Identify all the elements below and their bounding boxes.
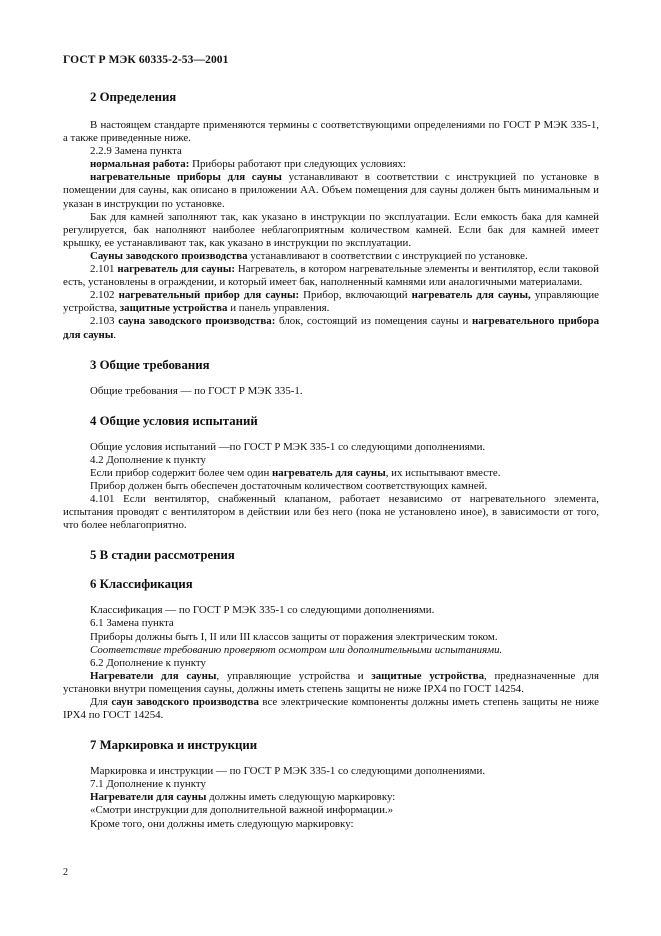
clause-label: 6.2 Дополнение к пункту — [90, 656, 206, 669]
paragraph — [63, 791, 599, 804]
clause-label: 4.2 Дополнение к пункту — [90, 453, 206, 466]
text: устанавливают в соответствии с инструкцией по установке. — [247, 249, 528, 262]
paragraph: Классификация — по ГОСТ Р МЭК 335-1 со следующими дополнениями. — [90, 604, 435, 617]
text: . — [113, 328, 117, 341]
page-number: 2 — [63, 867, 68, 878]
text: Прибор, включающий — [299, 289, 412, 302]
term: нагревательного прибора для сауны — [63, 315, 600, 341]
section-5 — [63, 548, 599, 563]
paragraph: Общие условия испытаний —по ГОСТ Р МЭК 335-1 со следующими дополнениями. — [90, 440, 486, 453]
paragraph: Общие требования — по ГОСТ Р МЭК 335-1. — [90, 384, 303, 397]
text: Нагреватель, в котором нагревательные элементы и вентилятор, если таковой есть, установлены в ограждении, и который имеет бак, наполненный камнями или аналогичными материалами. — [63, 263, 599, 289]
term: Нагреватели для сауны — [90, 791, 207, 804]
section-3-title: 3 Общие требования — [90, 357, 210, 372]
text: устанавливают в соответствии с инструкцией по установке в помещении для сауны, как описано в приложении АА. Объем помещения для сауны должен быть минимальным и указан в инструкции по установке. — [63, 171, 599, 210]
term: нормальная работа: — [90, 158, 190, 171]
paragraph: Прибор должен быть обеспечен достаточным количеством соответствующих камней. — [90, 479, 488, 492]
text: и панель управления. — [227, 302, 330, 315]
section-5-title: 5 В стадии рассмотрения — [90, 548, 235, 563]
text: Приборы работают при следующих условиях: — [189, 158, 406, 171]
document-body — [63, 78, 599, 831]
text: , управляющие устройства и — [216, 669, 372, 682]
clause-number: 2.102 — [90, 289, 119, 302]
section-6 — [63, 577, 599, 722]
paragraph: Приборы должны быть I, II или III классов защиты от поражения электрическим током. — [90, 630, 498, 643]
text: , предназначенные для установки внутри помещения сауны, должны иметь степень защиты не ниже IPX4 по ГОСТ 14254. — [63, 669, 599, 695]
text: Для — [90, 696, 112, 708]
text: блок, состоящий из помещения сауны и — [275, 315, 472, 328]
compliance-note: Соответствие требованию проверяют осмотром или дополнительными испытаниями. — [90, 643, 503, 656]
paragraph — [63, 171, 599, 210]
term: сауна заводского производства: — [118, 315, 276, 328]
term: нагреватель для сауны: — [117, 263, 236, 276]
section-4-title: 4 Общие условия испытаний — [90, 413, 258, 428]
paragraph — [63, 696, 599, 722]
paragraph — [63, 158, 599, 171]
section-2 — [63, 90, 599, 342]
term: нагревательный прибор для сауны: — [118, 289, 300, 302]
term: нагревательные приборы для сауны — [90, 171, 282, 184]
text: все электрические компоненты должны иметь степень защиты не ниже IPX4 по ГОСТ 14254. — [63, 696, 599, 722]
section-6-title: 6 Классификация — [90, 577, 193, 592]
section-3 — [63, 358, 599, 398]
paragraph: Маркировка и инструкции — по ГОСТ Р МЭК 335-1 со следующими дополнениями. — [90, 765, 486, 778]
clause-number: 2.103 — [90, 315, 119, 328]
section-4 — [63, 414, 599, 533]
section-2-title: 2 Определения — [90, 90, 177, 104]
term: Сауны заводского производства — [90, 249, 248, 262]
paragraph — [63, 250, 599, 263]
paragraph — [63, 467, 599, 480]
definition-2-102 — [63, 289, 599, 315]
paragraph: Кроме того, они должны иметь следующую маркировку: — [90, 817, 354, 830]
clause-number: 2.101 — [90, 263, 118, 276]
term: нагреватель для сауны — [272, 466, 386, 479]
definition-2-101 — [63, 263, 599, 289]
clause-label: 6.1 Замена пункта — [90, 617, 174, 630]
text: , их испытывают вместе. — [385, 466, 501, 479]
term: защитные устройства — [371, 669, 485, 682]
term: Нагреватели для сауны — [90, 669, 217, 682]
clause-label: 7.1 Дополнение к пункту — [90, 778, 206, 791]
term: саун заводского производства — [111, 696, 259, 708]
paragraph — [63, 670, 599, 696]
text: Если прибор содержит более чем один — [90, 466, 272, 479]
section-7-title: 7 Маркировка и инструкции — [90, 738, 258, 753]
paragraph: Бак для камней заполняют так, как указано в инструкции по эксплуатации. Если емкость бака для камней регулируется, бак наполняют наиболее неблагоприятным количеством камней. Если бак для камней имеет крышку, ее устанавливают так, как указано в инструкции по эксплуатации. — [63, 210, 599, 249]
term: нагреватель для сауны, — [411, 289, 531, 302]
definition-2-103 — [63, 315, 599, 341]
text: управляющие устройства, — [63, 289, 600, 315]
paragraph: 4.101 Если вентилятор, снабженный клапаном, работает независимо от нагревательного элемента, испытания проводят с вентилятором в действии или без него (пока не установлено иное), в зависимости от того, что более неблагоприятно. — [63, 493, 599, 532]
section-7 — [63, 738, 599, 830]
marking-quote: «Смотри инструкции для дополнительной важной информации.» — [90, 804, 394, 817]
paragraph: В настоящем стандарте применяются термины с соответствующими определениями по ГОСТ Р МЭК 335-1, а также приведенные ниже. — [63, 119, 599, 145]
clause-label: 2.2.9 Замена пункта — [90, 145, 182, 158]
term: защитные устройства — [119, 302, 228, 315]
document-header: ГОСТ Р МЭК 60335-2-53—2001 — [63, 54, 229, 66]
text: должны иметь следующую маркировку: — [206, 791, 396, 804]
